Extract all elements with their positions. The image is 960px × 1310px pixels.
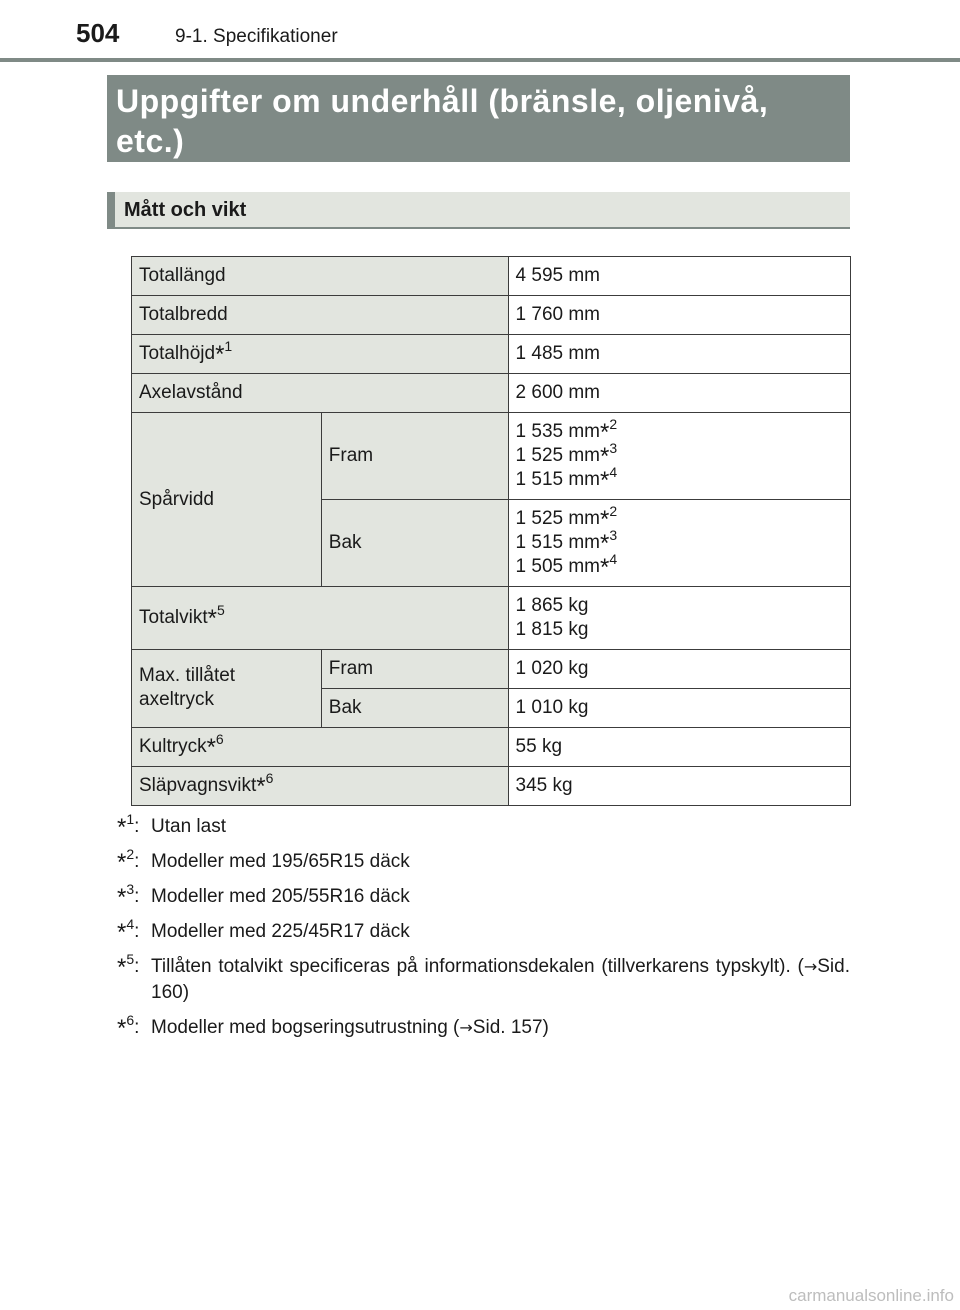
row-value: 1 535 mm*$^2$ 1 525 mm*$^3$ 1 515 mm*$^4$: [508, 413, 850, 500]
page-ref-link[interactable]: Sid. 160: [151, 956, 850, 1003]
row-label: Totalvikt*$^5$: [132, 587, 509, 650]
footnotes: [117, 811, 850, 1050]
section-label: 9-1. Specifikationer: [175, 26, 338, 47]
row-value: 1 010 kg: [508, 689, 850, 728]
row-sublabel: Fram: [321, 650, 508, 689]
footnote: *$^6$: Modeller med bogseringsutrustning (→Sid. 157): [117, 1012, 549, 1042]
footnote: *$^2$: Modeller med 195/65R15 däck: [117, 846, 410, 876]
row-label: Max. tillåtet axeltryck: [132, 650, 322, 728]
table-row: [132, 257, 851, 296]
row-label: Totalhöjd*$^1$: [132, 335, 509, 374]
row-label: Kultryck*$^6$: [132, 728, 509, 767]
page-ref-link[interactable]: Sid. 157: [472, 1017, 543, 1038]
dimensions-table: [131, 256, 851, 806]
footnote-asterisk: *: [215, 341, 225, 368]
arrow-right-icon: →: [459, 1018, 473, 1037]
footnote: *$^5$: Tillåten totalvikt specificeras på informationsdekalen (tillverkarens typskylt). (→Sid. 160): [117, 951, 850, 1003]
footnote: *$^3$: Modeller med 205/55R16 däck: [117, 881, 410, 911]
page-header: [0, 0, 960, 62]
row-sublabel: Bak: [321, 689, 508, 728]
footnote-ref: 1: [224, 338, 233, 354]
watermark: carmanualsonline.info: [788, 1286, 954, 1305]
row-value: 2 600 mm: [508, 374, 850, 413]
row-label: Totalbredd: [132, 296, 509, 335]
row-label: Spårvidd: [132, 413, 322, 587]
row-value: 1 865 kg 1 815 kg: [508, 587, 850, 650]
row-value: 1 525 mm*$^2$ 1 515 mm*$^3$ 1 505 mm*$^4$: [508, 500, 850, 587]
row-label: Släpvagnsvikt*$^6$: [132, 767, 509, 806]
table-row: [132, 296, 851, 335]
arrow-right-icon: →: [803, 957, 818, 976]
row-sublabel: Bak: [321, 500, 508, 587]
table-row: [132, 650, 851, 689]
row-value: 55 kg: [508, 728, 850, 767]
section-subtitle: Mått och vikt: [107, 192, 850, 229]
table-row: [132, 374, 851, 413]
footnote: *$^4$: Modeller med 225/45R17 däck: [117, 916, 410, 946]
table-row: [132, 413, 851, 500]
page-number: 504: [76, 18, 120, 48]
row-value: 345 kg: [508, 767, 850, 806]
header-rule: [0, 58, 960, 62]
row-value: 4 595 mm: [508, 257, 850, 296]
row-value: 1 760 mm: [508, 296, 850, 335]
table-row: [132, 587, 851, 650]
row-sublabel: Fram: [321, 413, 508, 500]
table-row: [132, 335, 851, 374]
table-row: [132, 728, 851, 767]
footnote: *$^1$: Utan last: [117, 811, 226, 841]
page-title: Uppgifter om underhåll (bränsle, oljenivå, etc.): [107, 75, 850, 162]
row-value: 1 020 kg: [508, 650, 850, 689]
row-label: Totallängd: [132, 257, 509, 296]
row-label: Axelavstånd: [132, 374, 509, 413]
table-row: [132, 767, 851, 806]
row-value: 1 485 mm: [508, 335, 850, 374]
